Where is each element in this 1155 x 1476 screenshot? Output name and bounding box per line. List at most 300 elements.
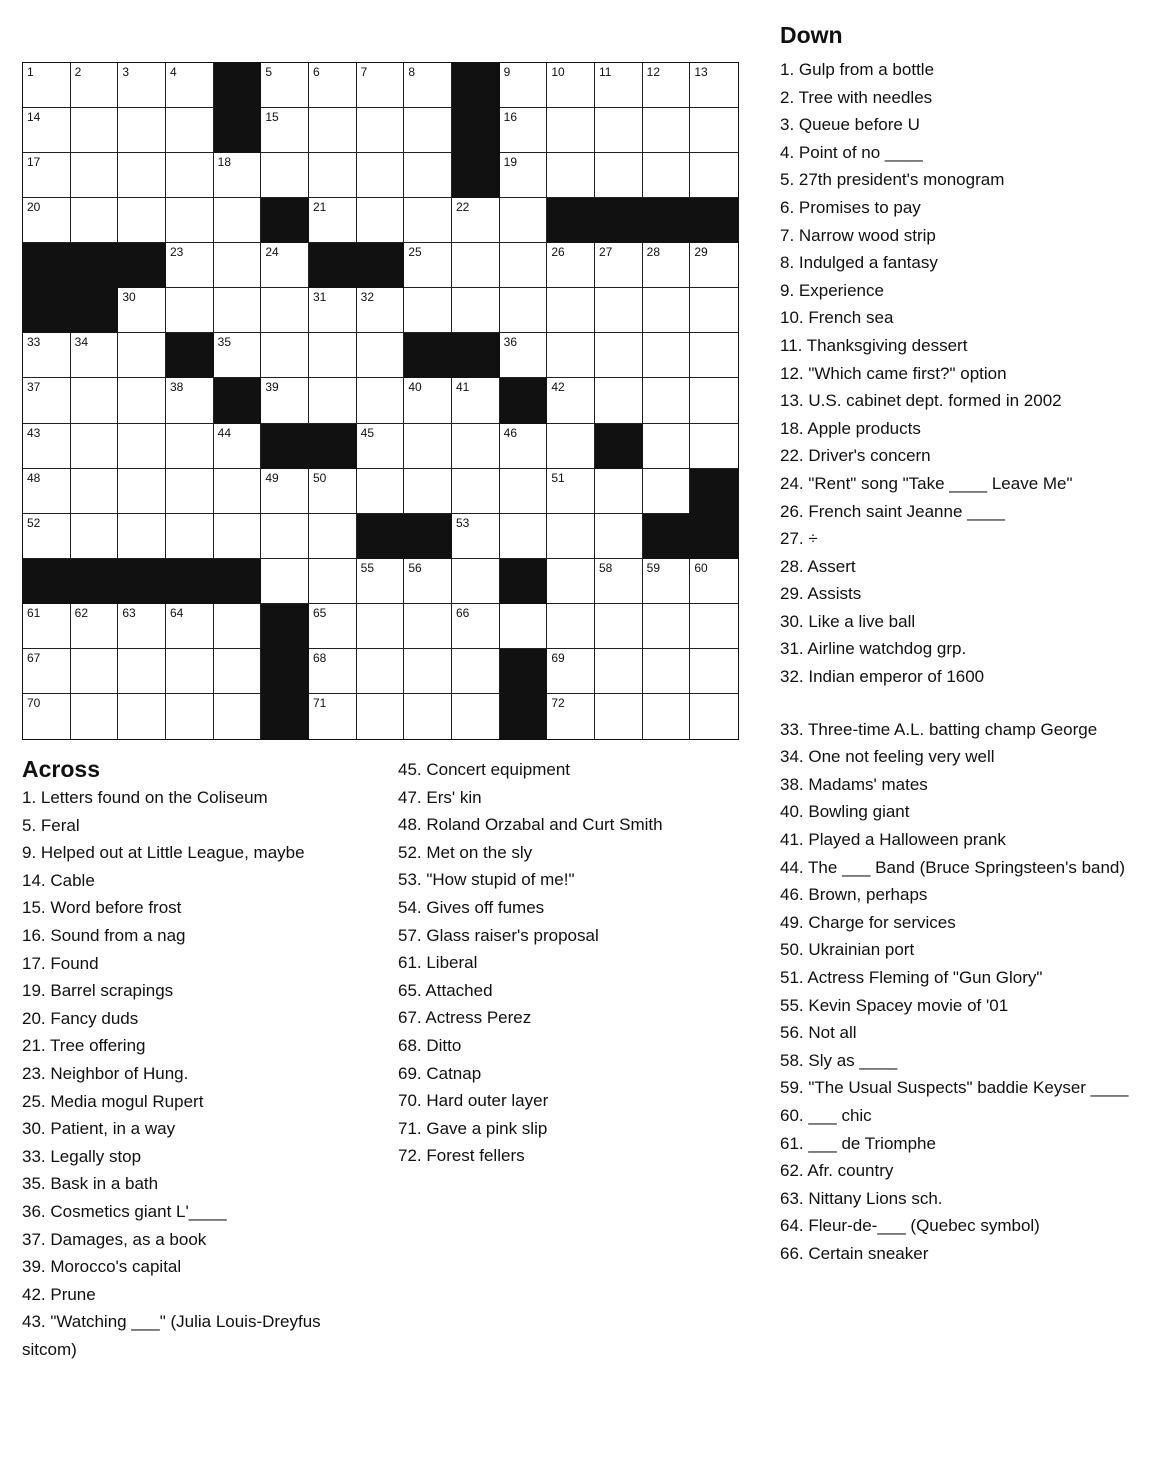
black-square (500, 378, 548, 423)
grid-cell[interactable] (71, 108, 119, 153)
clue: 15. Word before frost (22, 898, 182, 918)
down-heading: Down (780, 22, 843, 48)
grid-cell[interactable] (214, 514, 262, 559)
grid-cell[interactable] (166, 469, 214, 514)
grid-cell[interactable] (643, 63, 691, 108)
grid-cell[interactable] (166, 198, 214, 243)
grid-cell[interactable] (357, 108, 405, 153)
grid-cell[interactable] (643, 469, 691, 514)
clue: 46. Brown, perhaps (780, 885, 928, 905)
grid-cell[interactable] (71, 63, 119, 108)
cell-number: 21 (313, 200, 327, 215)
clue: 68. Ditto (398, 1035, 462, 1055)
grid-cell[interactable] (547, 108, 595, 153)
cell-number: 47 (599, 425, 613, 440)
grid-cell[interactable] (452, 243, 500, 288)
grid-cell[interactable] (261, 108, 309, 153)
grid-cell[interactable] (166, 649, 214, 694)
grid-cell[interactable] (71, 469, 119, 514)
clue: 61. ___ de Triomphe (780, 1133, 936, 1153)
grid-cell[interactable] (452, 649, 500, 694)
clue: 9. Experience (780, 280, 884, 300)
clue: 53. "How stupid of me!" (398, 870, 575, 890)
black-square (500, 559, 548, 604)
black-square (357, 243, 405, 288)
grid-cell[interactable] (547, 559, 595, 604)
grid-cell[interactable] (643, 153, 691, 198)
grid-cell[interactable] (214, 424, 262, 469)
grid-cell[interactable] (23, 514, 71, 559)
grid-cell[interactable] (500, 108, 548, 153)
clue: 29. Assists (780, 584, 862, 604)
grid-cell[interactable] (690, 243, 738, 288)
grid-cell[interactable] (166, 243, 214, 288)
grid-cell[interactable] (166, 694, 214, 739)
grid-cell[interactable] (690, 108, 738, 153)
grid-cell[interactable] (214, 333, 262, 378)
clue: 11. Thanksgiving dessert (780, 335, 968, 355)
cell-number: 48 (27, 470, 41, 485)
grid-cell[interactable] (23, 63, 71, 108)
clue: 48. Roland Orzabal and Curt Smith (398, 815, 663, 835)
grid-cell[interactable] (309, 559, 357, 604)
grid-cell[interactable] (118, 378, 166, 423)
grid-cell[interactable] (547, 604, 595, 649)
grid-cell[interactable] (309, 288, 357, 333)
cell-number: 34 (74, 335, 89, 350)
grid-cell[interactable] (118, 694, 166, 739)
black-square (23, 243, 71, 288)
clue: 66. Certain sneaker (780, 1243, 929, 1263)
clue: 30. Like a live ball (780, 611, 916, 631)
grid-cell[interactable] (118, 424, 166, 469)
cell-number: 5 (265, 65, 273, 79)
grid-cell[interactable] (23, 198, 71, 243)
black-square (166, 559, 214, 604)
clue: 33. Legally stop (22, 1146, 142, 1166)
grid-cell[interactable] (357, 288, 405, 333)
grid-cell[interactable] (309, 378, 357, 423)
clue: 62. Afr. country (780, 1161, 894, 1181)
black-square (547, 198, 595, 243)
grid-cell[interactable] (452, 559, 500, 604)
grid-cell[interactable] (595, 604, 643, 649)
cell-number: 62 (74, 605, 89, 620)
grid-cell[interactable] (71, 604, 119, 649)
grid-cell[interactable] (23, 469, 71, 514)
grid-cell[interactable] (71, 514, 119, 559)
grid-cell[interactable] (309, 649, 357, 694)
grid-cell[interactable] (166, 108, 214, 153)
clue: 1. Gulp from a bottle (780, 60, 935, 79)
cell-number: 39 (265, 380, 279, 395)
grid-cell[interactable] (404, 694, 452, 739)
clue: 64. Fleur-de-___ (Quebec symbol) (780, 1216, 1040, 1236)
black-square (23, 288, 71, 333)
black-square (309, 424, 357, 469)
grid-cell[interactable] (547, 469, 595, 514)
grid-cell[interactable] (500, 514, 548, 559)
grid-cell[interactable] (643, 378, 691, 423)
grid-cell[interactable] (214, 153, 262, 198)
cell-number: 61 (27, 605, 41, 620)
grid-cell[interactable] (452, 469, 500, 514)
black-square (500, 649, 548, 694)
black-square (118, 559, 166, 604)
grid-cell[interactable] (118, 333, 166, 378)
grid-cell[interactable] (690, 288, 738, 333)
grid-cell[interactable] (595, 243, 643, 288)
grid-cell[interactable] (595, 63, 643, 108)
grid-cell[interactable] (23, 424, 71, 469)
grid-cell[interactable] (23, 649, 71, 694)
clue: 45. Concert equipment (398, 760, 570, 779)
grid-cell[interactable] (214, 243, 262, 288)
grid-cell[interactable] (452, 198, 500, 243)
grid-cell[interactable] (690, 424, 738, 469)
grid-cell[interactable] (118, 469, 166, 514)
grid-cell[interactable] (500, 243, 548, 288)
grid-cell[interactable] (214, 288, 262, 333)
black-square (690, 198, 738, 243)
grid-cell[interactable] (261, 514, 309, 559)
grid-cell[interactable] (214, 198, 262, 243)
grid-cell[interactable] (547, 514, 595, 559)
grid-cell[interactable] (309, 198, 357, 243)
grid-cell[interactable] (547, 649, 595, 694)
black-square (309, 243, 357, 288)
grid-cell[interactable] (357, 424, 405, 469)
grid-cell[interactable] (166, 424, 214, 469)
cell-number: 58 (599, 560, 613, 575)
grid-cell[interactable] (643, 604, 691, 649)
black-square (404, 333, 452, 378)
black-square (357, 514, 405, 559)
grid-cell[interactable] (357, 333, 405, 378)
clue: 40. Bowling giant (780, 802, 910, 822)
across-clues-right (398, 756, 758, 1170)
clue: 17. Found (22, 953, 99, 973)
grid-cell[interactable] (357, 153, 405, 198)
grid-cell[interactable] (452, 424, 500, 469)
grid-cell[interactable] (404, 108, 452, 153)
grid-cell[interactable] (166, 63, 214, 108)
grid-cell[interactable] (261, 559, 309, 604)
black-square (261, 424, 309, 469)
cell-number: 51 (551, 470, 565, 485)
black-square (261, 604, 309, 649)
cell-number: 71 (313, 695, 327, 710)
grid-cell[interactable] (452, 514, 500, 559)
clue: 23. Neighbor of Hung. (22, 1063, 189, 1083)
grid-cell[interactable] (404, 469, 452, 514)
grid-cell[interactable] (500, 288, 548, 333)
grid-cell[interactable] (166, 378, 214, 423)
grid-cell[interactable] (690, 604, 738, 649)
grid-cell[interactable] (404, 198, 452, 243)
clue: 71. Gave a pink slip (398, 1118, 548, 1138)
clue: 8. Indulged a fantasy (780, 253, 938, 273)
grid-cell[interactable] (357, 604, 405, 649)
across-heading: Across (22, 756, 100, 782)
cell-number: 49 (265, 470, 279, 485)
grid-cell[interactable] (71, 153, 119, 198)
grid-cell[interactable] (261, 288, 309, 333)
grid-cell[interactable] (404, 153, 452, 198)
grid-cell[interactable] (71, 333, 119, 378)
cell-number: 25 (408, 245, 422, 260)
grid-cell[interactable] (690, 559, 738, 604)
grid-cell[interactable] (500, 333, 548, 378)
grid-cell[interactable] (309, 108, 357, 153)
grid-cell[interactable] (71, 694, 119, 739)
grid-cell[interactable] (261, 243, 309, 288)
grid-cell[interactable] (547, 63, 595, 108)
black-square (452, 333, 500, 378)
grid-cell[interactable] (118, 63, 166, 108)
grid-cell[interactable] (118, 153, 166, 198)
cell-number: 46 (503, 425, 518, 440)
clue: 6. Promises to pay (780, 197, 921, 217)
grid-cell[interactable] (500, 153, 548, 198)
grid-cell[interactable] (118, 514, 166, 559)
grid-cell[interactable] (214, 469, 262, 514)
clue: 20. Fancy duds (22, 1008, 139, 1028)
grid-cell[interactable] (23, 604, 71, 649)
grid-cell[interactable] (118, 108, 166, 153)
grid-cell[interactable] (214, 694, 262, 739)
cell-number: 44 (217, 425, 232, 440)
clue: 25. Media mogul Rupert (22, 1091, 204, 1111)
cell-number: 28 (646, 245, 661, 260)
grid-cell[interactable] (309, 153, 357, 198)
grid-cell[interactable] (595, 288, 643, 333)
grid-cell[interactable] (643, 333, 691, 378)
grid-cell[interactable] (357, 649, 405, 694)
grid-cell[interactable] (547, 378, 595, 423)
grid-cell[interactable] (309, 333, 357, 378)
grid-cell[interactable] (404, 604, 452, 649)
grid-cell[interactable] (71, 424, 119, 469)
grid-cell[interactable] (595, 559, 643, 604)
crossword-grid (22, 62, 739, 740)
clue: 22. Driver's concern (780, 446, 931, 466)
grid-cell[interactable] (643, 108, 691, 153)
cell-number: 22 (456, 200, 470, 215)
grid-cell[interactable] (166, 153, 214, 198)
cell-number: 60 (694, 560, 708, 575)
grid-cell[interactable] (166, 288, 214, 333)
grid-cell[interactable] (357, 378, 405, 423)
grid-cell[interactable] (357, 198, 405, 243)
grid-cell[interactable] (595, 378, 643, 423)
grid-cell[interactable] (118, 649, 166, 694)
clue: 3. Queue before U (780, 115, 920, 135)
clue: 30. Patient, in a way (22, 1119, 176, 1139)
grid-cell[interactable] (595, 153, 643, 198)
grid-cell[interactable] (500, 198, 548, 243)
grid-cell[interactable] (547, 424, 595, 469)
clue: 50. Ukrainian port (780, 940, 915, 960)
black-square (643, 198, 691, 243)
grid-cell[interactable] (690, 63, 738, 108)
cell-number: 30 (122, 290, 136, 305)
grid-cell[interactable] (500, 424, 548, 469)
grid-cell[interactable] (547, 333, 595, 378)
grid-cell[interactable] (118, 288, 166, 333)
clue: 19. Barrel scrapings (22, 981, 174, 1001)
grid-cell[interactable] (118, 604, 166, 649)
black-square (261, 198, 309, 243)
grid-cell[interactable] (166, 514, 214, 559)
cell-number: 63 (122, 605, 136, 620)
cell-number: 11 (599, 65, 612, 79)
black-square (166, 333, 214, 378)
grid-cell[interactable] (547, 153, 595, 198)
grid-cell[interactable] (643, 424, 691, 469)
grid-cell[interactable] (595, 514, 643, 559)
grid-cell[interactable] (404, 424, 452, 469)
cell-number: 59 (646, 560, 661, 575)
grid-cell[interactable] (357, 694, 405, 739)
grid-cell[interactable] (595, 469, 643, 514)
cell-number: 18 (217, 155, 232, 170)
grid-cell[interactable] (643, 649, 691, 694)
cell-number: 35 (217, 335, 232, 350)
grid-cell[interactable] (547, 243, 595, 288)
cell-number: 55 (360, 560, 375, 575)
grid-cell[interactable] (404, 378, 452, 423)
clue: 32. Indian emperor of 1600 (780, 667, 985, 687)
grid-cell[interactable] (261, 469, 309, 514)
grid-cell[interactable] (23, 108, 71, 153)
grid-cell[interactable] (690, 378, 738, 423)
across-clues-left (22, 784, 372, 1363)
clue: 2. Tree with needles (780, 87, 933, 107)
black-square (404, 514, 452, 559)
grid-cell[interactable] (404, 288, 452, 333)
grid-cell[interactable] (214, 649, 262, 694)
grid-cell[interactable] (452, 378, 500, 423)
grid-cell[interactable] (500, 63, 548, 108)
clue: 56. Not all (780, 1023, 857, 1043)
grid-cell[interactable] (595, 694, 643, 739)
clue: 60. ___ chic (780, 1105, 872, 1125)
grid-cell[interactable] (23, 694, 71, 739)
grid-cell[interactable] (690, 694, 738, 739)
black-square (261, 649, 309, 694)
cell-number: 36 (503, 335, 518, 350)
clue: 16. Sound from a nag (22, 925, 186, 945)
grid-cell[interactable] (404, 649, 452, 694)
grid-cell[interactable] (261, 378, 309, 423)
grid-cell[interactable] (71, 378, 119, 423)
grid-cell[interactable] (500, 469, 548, 514)
clue: 65. Attached (398, 980, 493, 1000)
grid-cell[interactable] (690, 649, 738, 694)
clue: 67. Actress Perez (398, 1008, 532, 1028)
grid-cell[interactable] (261, 153, 309, 198)
grid-cell[interactable] (643, 694, 691, 739)
black-square (261, 694, 309, 739)
grid-cell[interactable] (357, 469, 405, 514)
grid-cell[interactable] (261, 333, 309, 378)
grid-cell[interactable] (71, 649, 119, 694)
grid-cell[interactable] (595, 333, 643, 378)
grid-cell[interactable] (357, 559, 405, 604)
grid-cell[interactable] (643, 243, 691, 288)
grid-cell[interactable] (404, 243, 452, 288)
clue: 26. French saint Jeanne ____ (780, 501, 1005, 521)
grid-cell[interactable] (547, 288, 595, 333)
grid-cell[interactable] (309, 514, 357, 559)
cell-number: 67 (27, 650, 41, 665)
grid-cell[interactable] (595, 108, 643, 153)
grid-cell[interactable] (643, 288, 691, 333)
clue: 21. Tree offering (22, 1036, 146, 1056)
cell-number: 31 (313, 290, 327, 305)
grid-cell[interactable] (309, 604, 357, 649)
cell-number: 3 (122, 65, 130, 79)
cell-number: 19 (503, 155, 518, 170)
clue: 69. Catnap (398, 1063, 482, 1083)
cell-number: 15 (265, 110, 279, 125)
cell-number: 41 (456, 380, 470, 395)
grid-cell[interactable] (357, 63, 405, 108)
grid-cell[interactable] (309, 694, 357, 739)
grid-cell[interactable] (690, 153, 738, 198)
grid-cell[interactable] (23, 333, 71, 378)
grid-cell[interactable] (595, 649, 643, 694)
clue: 39. Morocco's capital (22, 1257, 182, 1277)
grid-cell[interactable] (404, 559, 452, 604)
cell-number: 23 (170, 245, 184, 260)
cell-number: 37 (27, 380, 41, 395)
clue: 31. Airline watchdog grp. (780, 639, 967, 659)
grid-cell[interactable] (309, 63, 357, 108)
grid-cell[interactable] (214, 604, 262, 649)
grid-cell[interactable] (166, 604, 214, 649)
clue: 61. Liberal (398, 953, 478, 973)
cell-number: 72 (551, 695, 565, 710)
grid-cell[interactable] (309, 469, 357, 514)
cell-number: 38 (170, 380, 184, 395)
grid-cell[interactable] (404, 63, 452, 108)
grid-cell[interactable] (452, 288, 500, 333)
clue: 70. Hard outer layer (398, 1091, 549, 1111)
grid-cell[interactable] (261, 63, 309, 108)
cell-number: 8 (408, 65, 416, 79)
grid-cell[interactable] (118, 198, 166, 243)
grid-cell[interactable] (500, 604, 548, 649)
grid-cell[interactable] (643, 559, 691, 604)
grid-cell[interactable] (452, 694, 500, 739)
grid-cell[interactable] (23, 378, 71, 423)
grid-cell[interactable] (71, 198, 119, 243)
grid-cell[interactable] (452, 604, 500, 649)
clue: 14. Cable (22, 870, 95, 890)
clue: 37. Damages, as a book (22, 1229, 207, 1249)
grid-cell[interactable] (23, 153, 71, 198)
cell-number: 26 (551, 245, 565, 260)
black-square (214, 63, 262, 108)
grid-cell[interactable] (547, 694, 595, 739)
grid-cell[interactable] (690, 333, 738, 378)
black-square (71, 559, 119, 604)
cell-number: 14 (27, 110, 41, 125)
clue: 52. Met on the sly (398, 842, 533, 862)
cell-number: 29 (694, 245, 708, 260)
